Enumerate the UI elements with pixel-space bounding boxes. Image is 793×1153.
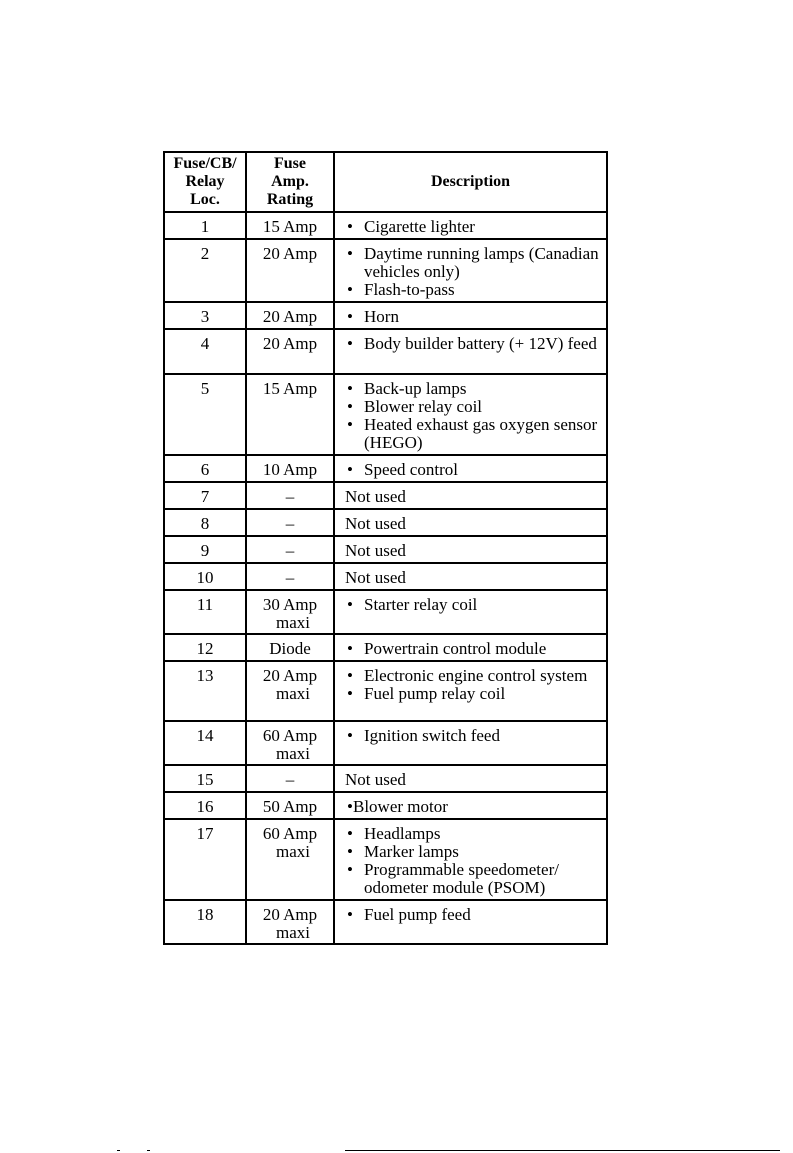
amp-rating: 20 Amp <box>262 334 318 353</box>
description-bullet-item: • Ignition switch feed <box>347 727 602 745</box>
fuse-location-cell: 4 <box>164 329 246 374</box>
description-bullet-item: • Back-up lamps <box>347 380 602 398</box>
fuse-rating-cell <box>246 661 334 721</box>
header-rating-line: Fuse <box>274 155 306 172</box>
description-cell <box>334 634 607 661</box>
table-body <box>164 212 607 944</box>
amp-rating: 10 Amp <box>262 460 318 479</box>
fuse-rating-cell <box>246 590 334 634</box>
fuse-location-cell: 10 <box>164 563 246 590</box>
fuse-rating-cell <box>246 792 334 819</box>
fuse-location-cell: 17 <box>164 819 246 900</box>
description-cell <box>334 792 607 819</box>
amp-rating: 30 Amp <box>262 595 318 614</box>
amp-rating: 20 Amp <box>262 307 318 326</box>
fuse-relay-table <box>163 151 608 945</box>
description-bullet-item: • Horn <box>347 308 602 326</box>
fuse-location-cell: 1 <box>164 212 246 239</box>
amp-rating: – <box>285 487 295 506</box>
fuse-location-cell: 9 <box>164 536 246 563</box>
table-row <box>164 563 607 590</box>
header-rating <box>246 152 334 212</box>
description-text: Not used <box>345 568 406 587</box>
table-row <box>164 721 607 765</box>
amp-rating: 60 Amp <box>262 726 318 745</box>
fuse-rating-cell <box>246 634 334 661</box>
table-row <box>164 239 607 302</box>
table-header-row <box>164 152 607 212</box>
description-cell <box>334 239 607 302</box>
fuse-location-cell: 12 <box>164 634 246 661</box>
description-bullet-item: • Programmable speedometer/ odometer module (PSOM) <box>347 861 602 897</box>
page-bottom-rule <box>345 1150 780 1151</box>
description-cell <box>334 455 607 482</box>
description-text: Not used <box>345 487 406 506</box>
amp-rating: – <box>285 770 295 789</box>
fuse-rating-cell <box>246 509 334 536</box>
fuse-location-cell: 11 <box>164 590 246 634</box>
fuse-rating-cell <box>246 721 334 765</box>
fuse-rating-cell <box>246 819 334 900</box>
fuse-rating-cell <box>246 536 334 563</box>
description-text: Not used <box>345 541 406 560</box>
fuse-location-cell: 2 <box>164 239 246 302</box>
fuse-location-cell: 14 <box>164 721 246 765</box>
description-cell <box>334 302 607 329</box>
amp-rating: 15 Amp <box>262 217 318 236</box>
fuse-type: maxi <box>276 744 310 763</box>
description-bullet-item: • Flash-to-pass <box>347 281 602 299</box>
amp-rating: 20 Amp <box>262 905 318 924</box>
header-description: Description <box>334 152 607 212</box>
description-cell <box>334 509 607 536</box>
fuse-type: maxi <box>276 684 310 703</box>
table-row <box>164 509 607 536</box>
fuse-location-cell: 16 <box>164 792 246 819</box>
scan-mark <box>117 1150 120 1151</box>
table-row <box>164 661 607 721</box>
fuse-location-cell: 6 <box>164 455 246 482</box>
header-rating-line: Amp. <box>271 173 309 190</box>
fuse-rating-cell <box>246 212 334 239</box>
description-bullet-item: • Daytime running lamps (Canadian vehicles only) <box>347 245 602 281</box>
fuse-location-cell: 13 <box>164 661 246 721</box>
amp-rating: – <box>285 568 295 587</box>
description-bullet-item: • Fuel pump relay coil <box>347 685 602 703</box>
fuse-type: maxi <box>276 613 310 632</box>
description-cell <box>334 536 607 563</box>
description-cell <box>334 721 607 765</box>
description-cell <box>334 661 607 721</box>
table-row <box>164 590 607 634</box>
description-bullet-item: • Speed control <box>347 461 602 479</box>
description-bullet-item: • Fuel pump feed <box>347 906 602 924</box>
fuse-rating-cell <box>246 302 334 329</box>
table-row <box>164 819 607 900</box>
description-bullet-item: • Electronic engine control system <box>347 667 602 685</box>
scan-mark <box>147 1150 150 1151</box>
header-location-line: Relay <box>185 173 225 190</box>
table-row <box>164 455 607 482</box>
table-row <box>164 634 607 661</box>
fuse-rating-cell <box>246 482 334 509</box>
description-cell <box>334 482 607 509</box>
amp-rating: 50 Amp <box>262 797 318 816</box>
amp-rating: 60 Amp <box>262 824 318 843</box>
fuse-rating-cell <box>246 329 334 374</box>
fuse-location-cell: 15 <box>164 765 246 792</box>
table-row <box>164 536 607 563</box>
fuse-location-cell: 3 <box>164 302 246 329</box>
amp-rating: 20 Amp <box>262 244 318 263</box>
header-location-line: Loc. <box>190 191 220 208</box>
header-rating-line: Rating <box>266 191 314 208</box>
description-text: Not used <box>345 514 406 533</box>
description-cell <box>334 819 607 900</box>
description-bullet-item: • Headlamps <box>347 825 602 843</box>
description-bullet-item: • Heated exhaust gas oxygen sensor (HEGO) <box>347 416 602 452</box>
description-bullet-item: • Powertrain control module <box>347 640 602 658</box>
fuse-location-cell: 18 <box>164 900 246 944</box>
description-bullet-item: • Body builder battery (+ 12V) feed <box>347 335 602 353</box>
fuse-type: maxi <box>276 842 310 861</box>
description-cell <box>334 212 607 239</box>
description-cell <box>334 374 607 455</box>
fuse-rating-cell <box>246 374 334 455</box>
header-location <box>164 152 246 212</box>
fuse-rating-cell <box>246 900 334 944</box>
table-row <box>164 212 607 239</box>
description-bullet-item: • Blower motor <box>347 798 602 816</box>
fuse-location-cell: 8 <box>164 509 246 536</box>
fuse-rating-cell <box>246 765 334 792</box>
header-location-line: Fuse/CB/ <box>173 155 237 172</box>
amp-rating: 20 Amp <box>262 666 318 685</box>
fuse-location-cell: 5 <box>164 374 246 455</box>
table-row <box>164 765 607 792</box>
description-bullet-item: • Blower relay coil <box>347 398 602 416</box>
fuse-location-cell: 7 <box>164 482 246 509</box>
amp-rating: – <box>285 514 295 533</box>
table-row <box>164 374 607 455</box>
description-bullet-item: • Starter relay coil <box>347 596 602 614</box>
description-bullet-item: • Cigarette lighter <box>347 218 602 236</box>
table-row <box>164 900 607 944</box>
fuse-rating-cell <box>246 239 334 302</box>
table-row <box>164 329 607 374</box>
amp-rating: – <box>285 541 295 560</box>
amp-rating: 15 Amp <box>262 379 318 398</box>
description-cell <box>334 765 607 792</box>
fuse-rating-cell <box>246 563 334 590</box>
description-cell <box>334 329 607 374</box>
amp-rating: Diode <box>269 639 311 658</box>
table-row <box>164 482 607 509</box>
description-cell <box>334 563 607 590</box>
description-bullet-item: • Marker lamps <box>347 843 602 861</box>
description-cell <box>334 900 607 944</box>
table-row <box>164 792 607 819</box>
fuse-rating-cell <box>246 455 334 482</box>
fuse-type: maxi <box>276 923 310 942</box>
description-text: Not used <box>345 770 406 789</box>
description-cell <box>334 590 607 634</box>
table-row <box>164 302 607 329</box>
